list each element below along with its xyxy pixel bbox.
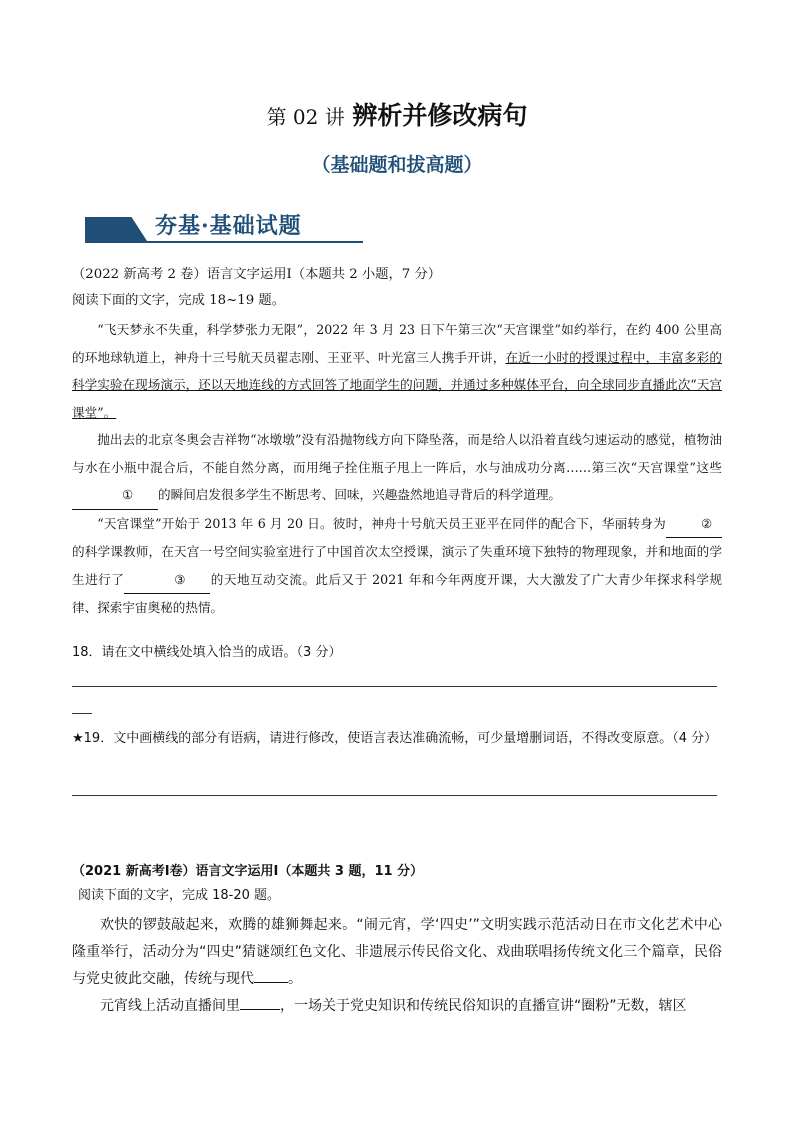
answer-line-18	[72, 686, 717, 687]
part2-p2-text-b: ，一场关于党史知识和传统民俗知识的直播宣讲“圈粉”无数，辖区	[280, 998, 687, 1014]
part1-source: （2022 新高考 2 卷）语言文字运用Ⅰ（本题共 2 小题，7 分）	[72, 267, 442, 282]
page-title	[0, 100, 794, 133]
lecture-number: 第 02 讲	[266, 105, 345, 129]
part2-source: （2021 新高考Ⅰ卷）语言文字运用Ⅰ（本题共 3 题，11 分）	[72, 864, 424, 879]
p1-text: “飞天梦永不失重，科学梦张力无限”，2022 年 3 月 23 日下午第三次“天宫课堂”如约举行，在约 400 公里高的环地球轨道上，神舟十三号航天员翟志刚、王亚平、叶光富三人携手开讲，	[72, 322, 722, 365]
lecture-title: 辨析并修改病句	[352, 101, 528, 130]
blank-1: ①	[72, 481, 158, 510]
part2-header	[72, 860, 722, 908]
question-18: 18．请在文中横线处填入恰当的成语。（3 分）	[72, 645, 342, 660]
part1-instruction: 阅读下面的文字，完成 18~19 题。	[72, 293, 285, 308]
blank-3: ③	[124, 566, 210, 595]
part2-paragraph-2	[72, 993, 722, 1020]
answer-line-19	[72, 795, 717, 796]
part1-paragraph-1	[72, 316, 722, 426]
part2-blank-2	[240, 1009, 280, 1010]
p3-text-b: 的科学课教师，在天宫一号空间实验室进行了中国首次太空授课，演示了失重环境下独特的物理现象，并和地面的学生进行了	[72, 544, 722, 587]
p3-text-a: “天宫课堂”开始于 2013 年 6 月 20 日。彼时，神舟十号航天员王亚平在同伴的配合下，华丽转身为	[97, 515, 666, 531]
part1-paragraph-3	[72, 510, 722, 622]
banner-underline	[85, 241, 363, 243]
section-label: 夯基·基础试题	[155, 213, 302, 239]
p2-text-b: 的瞬间启发很多学生不断思考、回味，兴趣盎然地追寻背后的科学道理。	[158, 487, 561, 502]
blank-2: ②	[666, 510, 722, 539]
page-subtitle: （基础题和拔高题）	[311, 154, 483, 176]
part2-blank-1	[254, 982, 288, 983]
part2-p1-end: 。	[288, 971, 302, 987]
p1-underlined-text: 在近一小时的授课过程中，丰富多彩的科学实验在现场演示，还以天地连线的方式回答了地面学生的问题，并通过多种媒体平台，向全球同步直播此次“天宫课堂”。	[72, 349, 723, 420]
answer-line-18-tail	[72, 713, 92, 714]
part1-header	[72, 262, 722, 314]
part2-passage	[72, 912, 722, 1020]
question-19: ★19．文中画横线的部分有语病，请进行修改，使语言表达准确流畅，可少量增删词语，不得改变原意。（4 分）	[72, 731, 718, 746]
part2-paragraph-1	[72, 912, 722, 993]
section-banner	[85, 205, 365, 245]
banner-bar	[85, 217, 147, 241]
part1-passage	[72, 316, 722, 622]
part1-paragraph-2	[72, 426, 722, 510]
p3-text-c: 的天地互动交流。此后又于 2021 年和今年两度开课，大大激发了广大青少年探求科学规律、探索宇宙奥秘的热情。	[72, 571, 723, 615]
part2-p2-text-a: 元宵线上活动直播间里	[100, 998, 240, 1014]
p2-text-a: 抛出去的北京冬奥会吉祥物“冰墩墩”没有沿抛物线方向下降坠落，而是给人以沿着直线匀速运动的感觉，植物油与水在小瓶中混合后，不能自然分离，而用绳子拴住瓶子甩上一阵后，水与油成功分离……第三次“天宫课堂”这些	[72, 432, 722, 475]
part2-instruction: 阅读下面的文字，完成 18-20 题。	[78, 888, 281, 903]
part2-p1-text: 欢快的锣鼓敲起来，欢腾的雄狮舞起来。“闹元宵，学‘四史’”文明实践示范活动日在市文化艺术中心隆重举行，活动分为“四史”猜谜颂红色文化、非遗展示传民俗文化、戏曲联唱扬传统文化三个篇章，民俗与党史彼此交融，传统与现代	[72, 917, 722, 987]
